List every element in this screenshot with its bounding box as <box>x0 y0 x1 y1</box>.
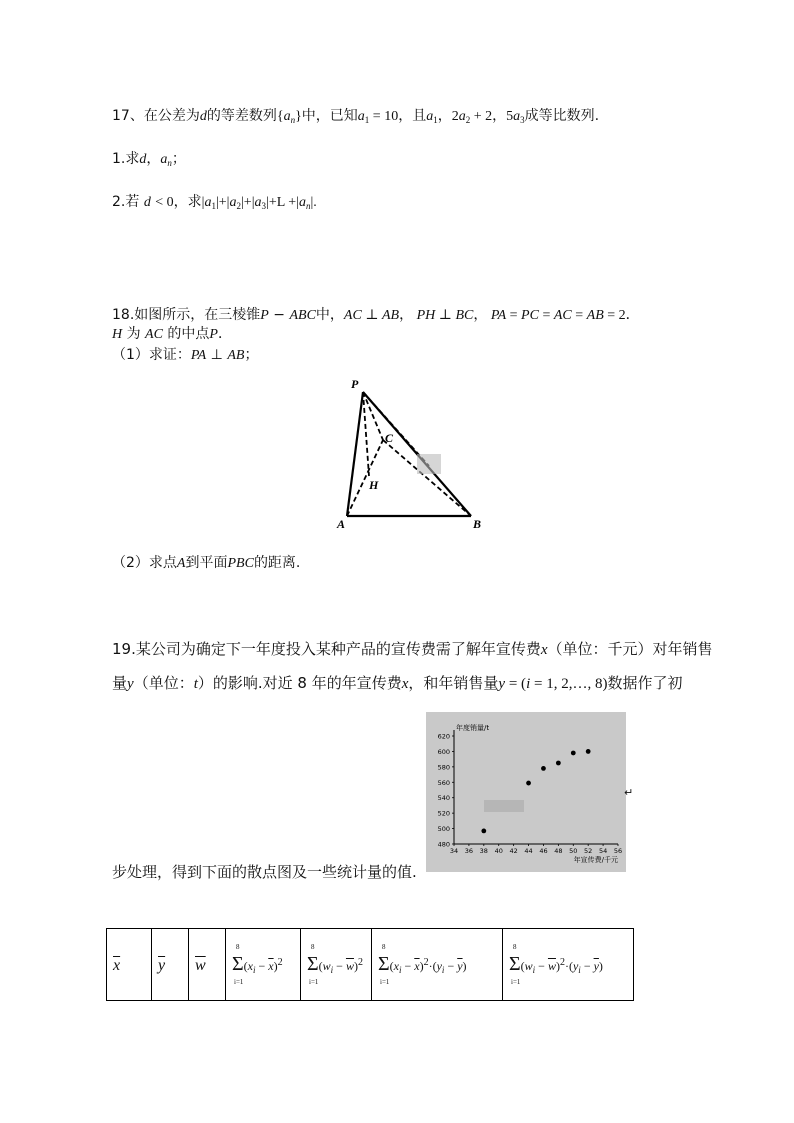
label-H: H <box>369 478 379 492</box>
q18-line1: 18.如图所示，在三棱锥P − ABC中，AC ⊥ AB， PH ⊥ BC， PA = PC = AC = AB = 2． <box>112 307 640 323</box>
x-axis-label: 年宣传费/千元 <box>573 856 618 864</box>
q18-text-c: 为 <box>126 326 141 342</box>
sigma-icon: Σ 8 i=1 <box>509 943 521 986</box>
q17-text-b: 的等差数列 <box>206 108 277 124</box>
x-tick-label: 50 <box>569 847 578 855</box>
x-tick-label: 46 <box>539 847 548 855</box>
q18-part2-text-c: 的距离. <box>253 555 301 571</box>
cell-sum-ww: Σ 8 i=1 $(w_i - \overline{w})^2$ <box>301 929 372 1001</box>
y-tick-label: 540 <box>437 794 450 803</box>
q19-line1: 19.某公司为确定下一年度投入某种产品的宣传费需了解年宣传费x（单位：千元）对年销售 <box>112 640 713 658</box>
y-tick-label: 520 <box>437 809 450 818</box>
q19-line2: 量y（单位：t）的影响.对近 8 年的年宣传费x，和年销售量y = (i = 1, 2,…, 8)数据作了初 <box>112 674 683 692</box>
q17-text-e: 成等比数列. <box>524 108 600 124</box>
q19-index: y = (i = 1, 2,…, 8) <box>498 676 608 692</box>
data-point <box>541 766 546 771</box>
x-tick-label: 54 <box>598 847 608 855</box>
q18-part2: （2）求点A到平面PBC的距离. <box>112 555 301 571</box>
y-tick-label: 560 <box>437 778 450 787</box>
y-tick-label: 500 <box>437 825 450 834</box>
q17-text-a: 17、在公差为 <box>112 108 200 124</box>
cell-sum-xx: Σ 8 i=1 $(x_i - \overline{x})^2$ <box>226 929 301 1001</box>
q19-text-a: 19.某公司为确定下一年度投入某种产品的宣传费需了解年宣传费 <box>112 640 541 658</box>
y-tick-label: 620 <box>437 732 450 741</box>
q17-cond: < 0 <box>155 195 174 210</box>
y-tick-label: 580 <box>437 763 450 772</box>
q18-part2-text-a: （2）求点 <box>112 555 177 571</box>
blur-mark <box>484 800 524 812</box>
x-tick-label: 48 <box>554 847 563 855</box>
x-tick-label: 44 <box>524 847 533 855</box>
cell-sum-wy: Σ 8 i=1 $(w_i - \overline{w})^2\cdot(y_i - \overline{y})$ <box>503 929 634 1001</box>
y-tick-label: 480 <box>437 840 450 849</box>
x-tick-label: 36 <box>464 847 474 855</box>
blur-mark <box>417 454 441 474</box>
q18-text-a: 18.如图所示，在三棱锥 <box>112 307 261 323</box>
x-tick-label: 56 <box>613 847 623 855</box>
stats-table <box>106 928 634 1001</box>
q17-part1-text: 1.求 <box>112 151 140 167</box>
x-tick-label: 34 <box>449 847 459 855</box>
q17-part2-text-b: ，求 <box>173 194 202 210</box>
q18-part1: （1）求证：PA ⊥ AB； <box>112 347 259 363</box>
q17-text-d: ，且 <box>398 108 427 124</box>
label-P: P <box>351 377 359 391</box>
sigma-icon: Σ 8 i=1 <box>232 943 244 986</box>
y-tick-label: 600 <box>437 747 450 756</box>
q18-part2-text-b: 到平面 <box>185 555 228 571</box>
q19-text-e: ）的影响.对近 8 年的年宣传费 <box>197 674 402 692</box>
label-C: C <box>385 431 394 445</box>
q17-text-c: 中，已知 <box>301 108 358 124</box>
q19-text-h: 步处理，得到下面的散点图及一些统计量的值. <box>112 863 417 881</box>
q17-abs-sum: $|a_1|+|a_2|+|a_3|+L +|a_n|$. <box>201 195 317 211</box>
q18-part1-text: （1）求证： <box>112 347 191 363</box>
data-point <box>571 751 576 756</box>
q19-line3 <box>112 863 417 881</box>
cell-wbar: $\overline{w}$ <box>189 929 226 1001</box>
q18-text-d: 的中点 <box>167 326 210 342</box>
q19-text-b: （单位：千元）对年销售 <box>547 640 713 658</box>
q18-conditions: AC ⊥ AB， PH ⊥ BC， PA = PC = AC = AB = 2． <box>343 308 640 323</box>
q17-terms: $a_1$，$2a_2 + 2$，$5a_3$ <box>426 109 525 125</box>
scatter-layer <box>438 723 623 864</box>
sigma-icon: Σ 8 i=1 <box>307 943 319 986</box>
q19-text-g: 数据作了初 <box>607 674 683 692</box>
cell-ybar: $\overline{y}$ <box>152 929 189 1001</box>
x-tick-label: 38 <box>479 847 488 855</box>
data-point <box>586 749 591 754</box>
scatter-chart <box>426 712 626 872</box>
q19-text-c: 量 <box>112 674 128 692</box>
cell-xbar: $\overline{x}$ <box>107 929 152 1001</box>
sigma-icon: Σ 8 i=1 <box>378 943 390 986</box>
x-tick-label: 40 <box>494 847 503 855</box>
table-row <box>107 929 634 1001</box>
seq-symbol: $\{a_n\}$ <box>276 109 302 125</box>
data-point <box>526 781 531 786</box>
q17-given: $a_1 = 10$ <box>357 109 399 125</box>
q17-part2: 2.若 d < 0，求$|a_1|+|a_2|+|a_3|+L +|a_n|$. <box>112 194 317 211</box>
cell-sum-xy: Σ 8 i=1 $(x_i - \overline{x})^2\cdot(y_i - \overline{y})$ <box>372 929 503 1001</box>
arrow-mark: ↵ <box>624 786 634 799</box>
pyramid-figure <box>333 368 505 532</box>
x-tick-label: 52 <box>584 847 593 855</box>
q18-line2: H 为 AC 的中点P． <box>112 326 232 342</box>
q18-text-b: 中， <box>315 307 344 323</box>
q17-line1: 17、在公差为d的等差数列$\{a_n\}$中，已知$a_1 = 10$，且$a_1$，$2a_2 + 2$，$5a_3$成等比数列. <box>112 108 600 125</box>
x-tick-label: 42 <box>509 847 518 855</box>
q19-text-d: （单位： <box>133 674 194 692</box>
label-A: A <box>337 517 346 531</box>
y-axis-label: 年度销量/t <box>456 724 490 732</box>
q19-text-f: ，和年销售量 <box>408 674 499 692</box>
data-point <box>481 828 486 833</box>
q17-part2-text-a: 2.若 <box>112 194 140 210</box>
data-point <box>556 761 561 766</box>
label-B: B <box>473 517 482 531</box>
q17-part1: 1.求d，$a_n$； <box>112 151 186 168</box>
